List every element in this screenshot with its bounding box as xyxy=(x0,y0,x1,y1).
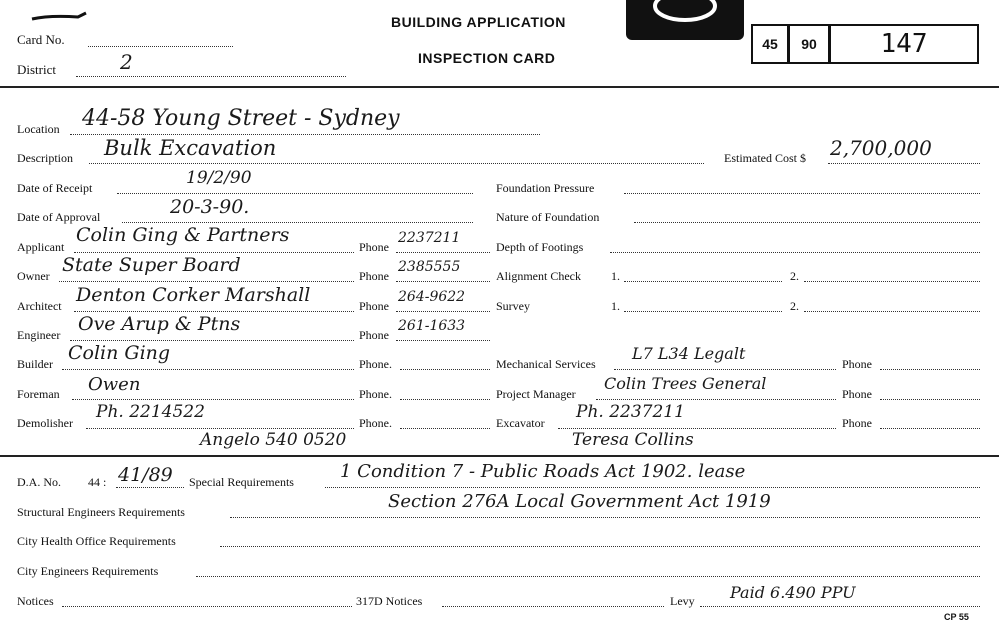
notices-line xyxy=(62,606,352,607)
date-receipt-label: Date of Receipt xyxy=(17,181,93,195)
header-divider xyxy=(0,86,999,88)
foundation-pressure-label: Foundation Pressure xyxy=(496,181,595,195)
excavator-phone-label: Phone xyxy=(842,416,872,430)
levy-value: Paid 6.490 PPU xyxy=(730,583,856,602)
demolisher-phone-line xyxy=(400,428,490,429)
engineer-line xyxy=(70,340,354,341)
da-no-line xyxy=(116,487,184,488)
applicant-label: Applicant xyxy=(17,240,65,254)
title-line1: BUILDING APPLICATION xyxy=(391,14,566,30)
project-manager-line xyxy=(596,399,836,400)
structural-value: Section 276A Local Government Act 1919 xyxy=(388,491,771,512)
location-line xyxy=(70,134,540,135)
excavator-phone-line xyxy=(880,428,980,429)
description-label: Description xyxy=(17,151,73,165)
structural-line xyxy=(230,517,980,518)
code-box-2: 90 xyxy=(788,24,830,64)
builder-phone-label: Phone. xyxy=(359,357,392,371)
notices-317d-label: 317D Notices xyxy=(356,594,423,608)
owner-phone-line xyxy=(396,281,490,282)
project-manager-label: Project Manager xyxy=(496,387,576,401)
architect-phone-label: Phone xyxy=(359,299,389,313)
date-approval-value: 20-3-90. xyxy=(170,196,250,218)
alignment-check-label: Alignment Check xyxy=(496,269,581,283)
architect-line xyxy=(74,311,354,312)
city-health-label: City Health Office Requirements xyxy=(17,534,176,548)
engineer-label: Engineer xyxy=(17,328,61,342)
architect-label: Architect xyxy=(17,299,62,313)
mechanical-phone-line xyxy=(880,369,980,370)
notices-317d-line xyxy=(442,606,664,607)
location-value: 44-58 Young Street - Sydney xyxy=(82,106,400,131)
date-approval-label: Date of Approval xyxy=(17,210,101,224)
estimated-cost-label: Estimated Cost $ xyxy=(724,151,806,165)
extra-right-note: Teresa Collins xyxy=(572,430,694,450)
pen-mark xyxy=(30,10,90,20)
structural-label: Structural Engineers Requirements xyxy=(17,505,185,519)
nature-foundation-label: Nature of Foundation xyxy=(496,210,600,224)
applicant-phone-line xyxy=(396,252,490,253)
foreman-phone-line xyxy=(400,399,490,400)
date-receipt-line xyxy=(117,193,473,194)
excavator-value: Ph. 2237211 xyxy=(576,402,685,422)
district-line xyxy=(76,76,346,77)
demolisher-phone-label: Phone. xyxy=(359,416,392,430)
owner-phone-label: Phone xyxy=(359,269,389,283)
district-value: 2 xyxy=(120,50,133,74)
city-engineers-line xyxy=(196,576,980,577)
alignment-line-2 xyxy=(804,281,980,282)
estimated-cost-value: 2,700,000 xyxy=(830,136,932,160)
demolisher-line xyxy=(86,428,354,429)
foreman-value: Owen xyxy=(88,374,141,395)
project-manager-phone-line xyxy=(880,399,980,400)
demolisher-label: Demolisher xyxy=(17,416,73,430)
date-approval-line xyxy=(122,222,473,223)
depth-footings-label: Depth of Footings xyxy=(496,240,584,254)
project-manager-phone-label: Phone xyxy=(842,387,872,401)
description-value: Bulk Excavation xyxy=(104,136,277,160)
city-engineers-label: City Engineers Requirements xyxy=(17,564,159,578)
location-label: Location xyxy=(17,122,60,136)
nature-foundation-line xyxy=(634,222,980,223)
alignment-line-1 xyxy=(624,281,782,282)
builder-label: Builder xyxy=(17,357,53,371)
demolisher-value: Ph. 2214522 xyxy=(96,402,205,422)
mechanical-services-line xyxy=(614,369,836,370)
middle-divider xyxy=(0,455,999,457)
mechanical-services-label: Mechanical Services xyxy=(496,357,596,371)
foreman-line xyxy=(72,399,354,400)
notices-label: Notices xyxy=(17,594,54,608)
builder-phone-line xyxy=(400,369,490,370)
date-receipt-value: 19/2/90 xyxy=(186,168,252,188)
mechanical-services-value: L7 L34 Legalt xyxy=(632,344,746,363)
survey-num-1: 1. xyxy=(611,299,620,313)
code-box-1: 45 xyxy=(751,24,789,64)
survey-line-1 xyxy=(624,311,782,312)
engineer-phone-label: Phone xyxy=(359,328,389,342)
foreman-label: Foreman xyxy=(17,387,60,401)
special-requirements-line xyxy=(325,487,980,488)
excavator-label: Excavator xyxy=(496,416,545,430)
architect-phone-value: 264-9622 xyxy=(398,289,466,305)
engineer-phone-line xyxy=(396,340,490,341)
survey-label: Survey xyxy=(496,299,530,313)
engineer-phone-value: 261-1633 xyxy=(398,318,466,334)
extra-left-note: Angelo 540 0520 xyxy=(200,430,347,450)
engineer-value: Ove Arup & Ptns xyxy=(78,313,241,335)
special-requirements-label: Special Requirements xyxy=(189,475,294,489)
da-no-value: 41/89 xyxy=(118,464,173,486)
card-no-line xyxy=(88,46,233,47)
architect-phone-line xyxy=(396,311,490,312)
applicant-line xyxy=(74,252,354,253)
card-no-label: Card No. xyxy=(17,32,65,47)
depth-footings-line xyxy=(610,252,980,253)
special-requirements-value: 1 Condition 7 - Public Roads Act 1902. lease xyxy=(340,461,746,482)
title-line2: INSPECTION CARD xyxy=(418,50,556,66)
builder-line xyxy=(62,369,354,370)
owner-value: State Super Board xyxy=(62,254,241,276)
city-health-line xyxy=(220,546,980,547)
owner-line xyxy=(59,281,354,282)
alignment-num-1: 1. xyxy=(611,269,620,283)
district-label: District xyxy=(17,62,56,77)
applicant-phone-label: Phone xyxy=(359,240,389,254)
applicant-phone-value: 2237211 xyxy=(398,230,461,246)
owner-phone-value: 2385555 xyxy=(398,259,461,275)
code-box-3: 147 xyxy=(829,24,979,64)
foreman-phone-label: Phone. xyxy=(359,387,392,401)
builder-value: Colin Ging xyxy=(68,342,171,364)
da-no-prefix: 44 : xyxy=(88,475,107,489)
mechanical-phone-label: Phone xyxy=(842,357,872,371)
survey-num-2: 2. xyxy=(790,299,799,313)
description-line xyxy=(89,163,704,164)
estimated-cost-line xyxy=(828,163,980,164)
excavator-line xyxy=(558,428,836,429)
logo-icon xyxy=(626,0,744,40)
levy-line xyxy=(700,606,980,607)
foundation-pressure-line xyxy=(624,193,980,194)
owner-label: Owner xyxy=(17,269,50,283)
form-code: CP 55 xyxy=(944,612,969,622)
applicant-value: Colin Ging & Partners xyxy=(76,224,290,246)
project-manager-value: Colin Trees General xyxy=(604,374,767,393)
alignment-num-2: 2. xyxy=(790,269,799,283)
levy-label: Levy xyxy=(670,594,695,608)
survey-line-2 xyxy=(804,311,980,312)
architect-value: Denton Corker Marshall xyxy=(76,284,311,306)
da-no-label: D.A. No. xyxy=(17,475,61,489)
